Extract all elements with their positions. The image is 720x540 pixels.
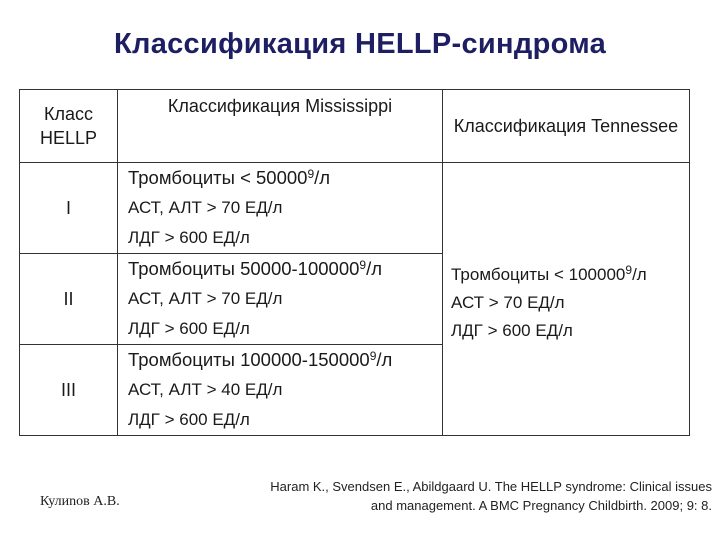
ast-alt-text: АСТ, АЛТ > 70 ЕД/л	[128, 289, 283, 308]
ast-alt-text: АСТ, АЛТ > 40 ЕД/л	[128, 380, 283, 399]
header-class: Класс HELLP	[20, 90, 118, 163]
criteria-cell	[118, 163, 443, 254]
class-cell: I	[20, 163, 118, 254]
platelets-text: Тромбоциты 50000-100000$^9$/л	[128, 258, 383, 279]
class-cell: III	[20, 345, 118, 436]
table-header-row	[20, 90, 690, 163]
header-mississippi: Классификация Mississippi	[118, 90, 443, 163]
header-tennessee: Классификация Tennessee	[443, 90, 690, 163]
ldh-text: ЛДГ > 600 ЕД/л	[128, 319, 250, 338]
classification-table	[19, 89, 690, 436]
platelets-text: Тромбоциты < $50000^9/л$	[128, 167, 331, 188]
slide-title: Классификация HELLP-синдрома	[113, 28, 607, 60]
criteria-cell	[118, 254, 443, 345]
citation-line: Haram K., Svendsen E., Abildgaard U. The HELLP syndrome: Clinical issues	[270, 479, 712, 494]
author-name: Кулиnов А.В.	[40, 494, 120, 509]
ldh-text: ЛДГ > 600 ЕД/л	[128, 228, 250, 247]
tennessee-criteria-cell	[443, 163, 690, 436]
citation	[192, 477, 712, 515]
tennessee-ast-text: АСТ > 70 ЕД/л	[451, 293, 565, 312]
class-cell: II	[20, 254, 118, 345]
tennessee-ldh-text: ЛДГ > 600 ЕД/л	[451, 321, 573, 340]
ldh-text: ЛДГ > 600 ЕД/л	[128, 410, 250, 429]
platelets-text: Тромбоциты 100000-150000$^9$/л	[128, 349, 393, 370]
citation-line: and management. A BMC Pregnancy Childbirth. 2009; 9: 8.	[370, 498, 712, 513]
ast-alt-text: АСТ, АЛТ > 70 ЕД/л	[128, 198, 283, 217]
criteria-cell	[118, 345, 443, 436]
tennessee-platelets-text: Тромбоциты < $100000^9/л$	[451, 263, 647, 284]
table-row	[20, 163, 690, 254]
